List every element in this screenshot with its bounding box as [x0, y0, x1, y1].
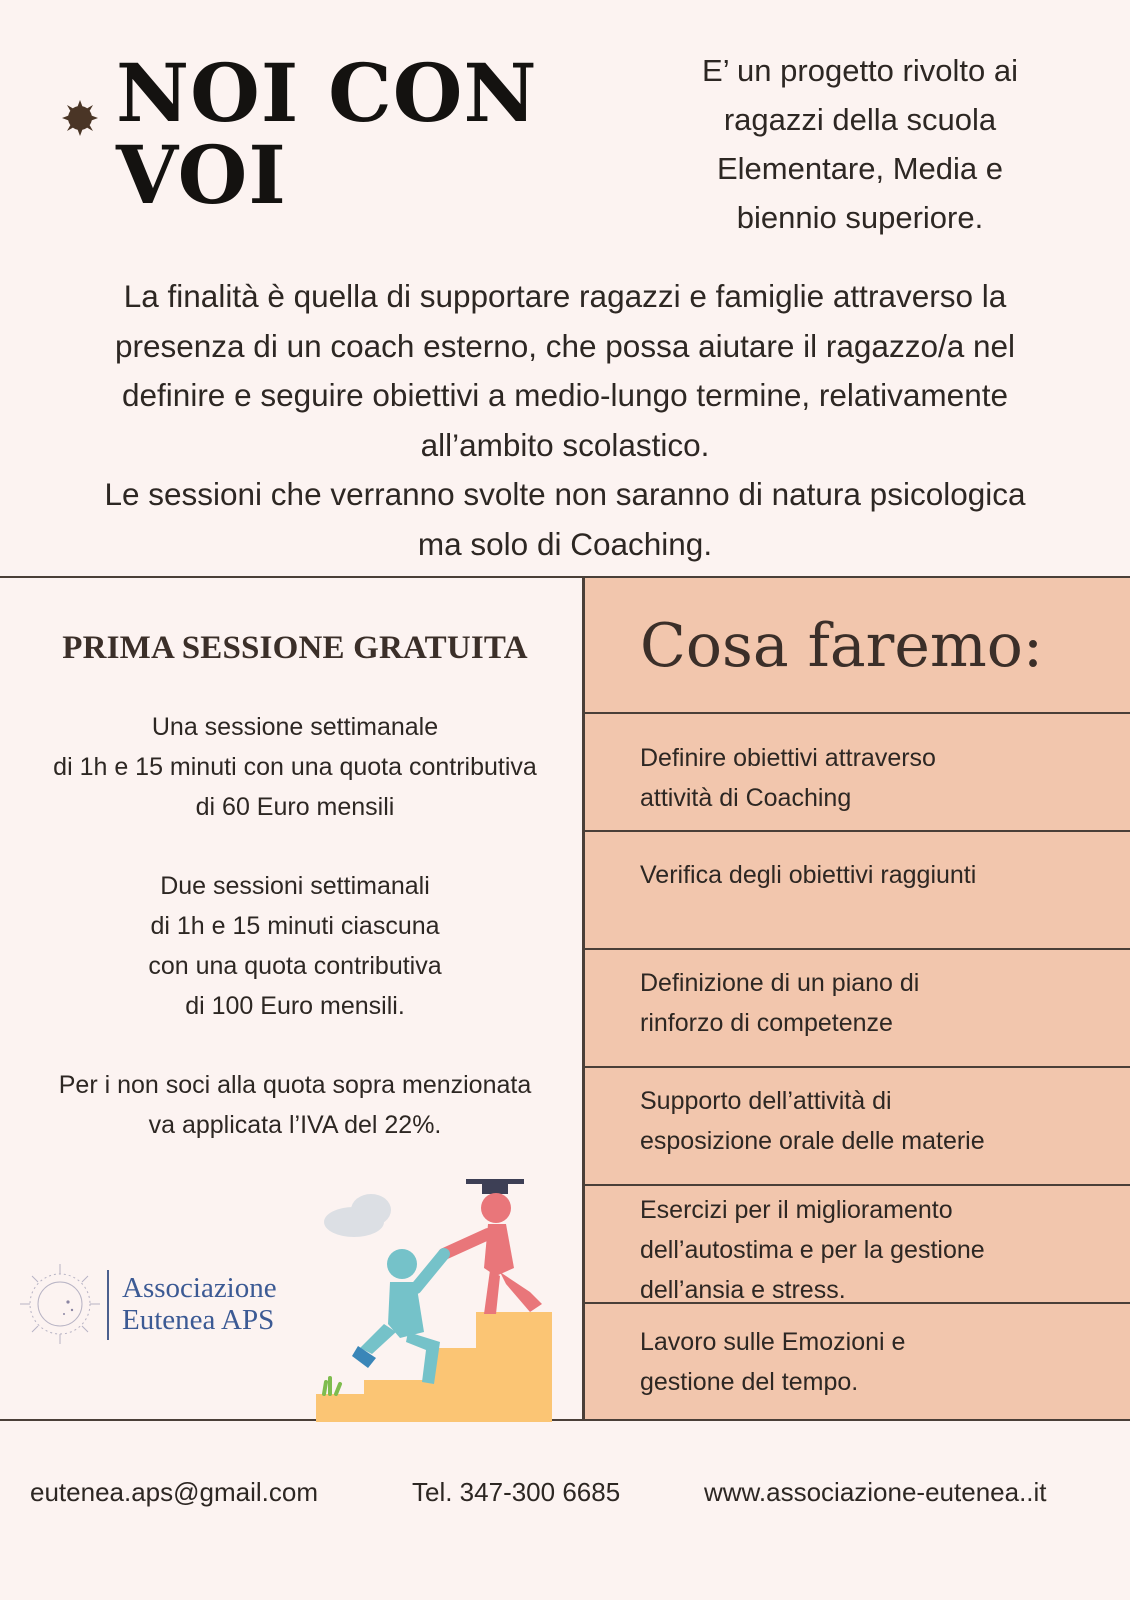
offer-line: di 1h e 15 minuti con una quota contributiva: [53, 753, 537, 781]
intro-line: Elementare, Media e: [716, 151, 1004, 186]
activity-line: attività di Coaching: [640, 784, 852, 812]
title-line-1: NOI CON: [116, 46, 538, 140]
purpose-line: La finalità è quella di supportare ragazzi e famiglie attraverso la: [123, 278, 1007, 314]
offer-line: va applicata l’IVA del 22%.: [148, 1111, 442, 1139]
activity-item: [640, 738, 1110, 818]
activity-item: [640, 1322, 1110, 1402]
footer-phone[interactable]: Tel. 347-300 6685: [412, 1477, 621, 1507]
footer-website[interactable]: www.associazione-eutenea..it: [704, 1477, 1047, 1507]
activity-divider: [584, 1184, 1130, 1186]
activity-item: [640, 963, 1110, 1043]
offer-heading: PRIMA SESSIONE GRATUITA: [62, 630, 528, 666]
section-divider-top: [0, 576, 1130, 578]
intro-line: biennio superiore.: [736, 200, 984, 235]
activity-item: [640, 855, 1110, 895]
purpose-paragraph: [30, 272, 1100, 569]
offer-option-1: [10, 707, 580, 827]
activity-item: [640, 1081, 1110, 1161]
activity-line: Verifica degli obiettivi raggiunti: [640, 861, 977, 889]
climbing-stairs-illustration: [316, 1172, 566, 1422]
logo-line: Eutenea APS: [122, 1304, 275, 1336]
activities-heading: Cosa faremo:: [640, 611, 1044, 681]
moon-logo-icon: [18, 1262, 102, 1346]
intro-line: ragazzi della scuola: [723, 102, 997, 137]
main-title: [116, 46, 596, 222]
column-divider: [582, 577, 585, 1420]
offer-line: Una sessione settimanale: [151, 713, 439, 741]
title-line-2: VOI: [116, 128, 287, 222]
intro-text: [640, 46, 1080, 242]
activity-divider: [584, 830, 1130, 832]
activity-divider: [584, 712, 1130, 714]
activity-line: Definire obiettivi attraverso: [640, 744, 936, 772]
activity-line: gestione del tempo.: [640, 1368, 859, 1396]
purpose-line: Le sessioni che verranno svolte non saranno di natura psicologica: [104, 476, 1026, 512]
activity-line: dell’ansia e stress.: [640, 1276, 846, 1304]
offer-line: Per i non soci alla quota sopra menzionata: [58, 1071, 532, 1099]
logo-divider: [107, 1270, 109, 1340]
vat-note: [10, 1065, 580, 1145]
activity-line: esposizione orale delle materie: [640, 1127, 985, 1155]
activity-line: Definizione di un piano di: [640, 969, 920, 997]
offer-line: con una quota contributiva: [148, 952, 442, 980]
footer-email[interactable]: eutenea.aps@gmail.com: [30, 1477, 318, 1507]
organization-name: [122, 1272, 277, 1336]
purpose-line: all’ambito scolastico.: [420, 426, 710, 463]
activity-line: dell’autostima e per la gestione: [640, 1236, 985, 1264]
intro-line: E’ un progetto rivolto ai: [702, 53, 1018, 88]
activity-line: Supporto dell’attività di: [640, 1087, 892, 1115]
activity-divider: [584, 1066, 1130, 1068]
offer-option-2: [10, 866, 580, 1026]
offer-line: Due sessioni settimanali: [160, 872, 430, 900]
activity-line: Lavoro sulle Emozioni e: [640, 1328, 906, 1356]
purpose-line: definire e seguire obiettivi a medio-lungo termine, relativamente: [122, 377, 1008, 413]
activity-line: rinforzo di competenze: [640, 1009, 893, 1037]
purpose-line: presenza di un coach esterno, che possa aiutare il ragazzo/a nel: [114, 327, 1016, 364]
logo-line: Associazione: [122, 1272, 277, 1304]
offer-line: di 1h e 15 minuti ciascuna: [150, 912, 440, 940]
sun-icon: [62, 100, 98, 136]
purpose-line: ma solo di Coaching.: [417, 525, 713, 562]
activity-line: Esercizi per il miglioramento: [640, 1196, 953, 1224]
activity-item: [640, 1190, 1110, 1310]
offer-line: di 100 Euro mensili.: [185, 992, 405, 1020]
offer-line: di 60 Euro mensili: [195, 793, 395, 821]
activity-divider: [584, 948, 1130, 950]
